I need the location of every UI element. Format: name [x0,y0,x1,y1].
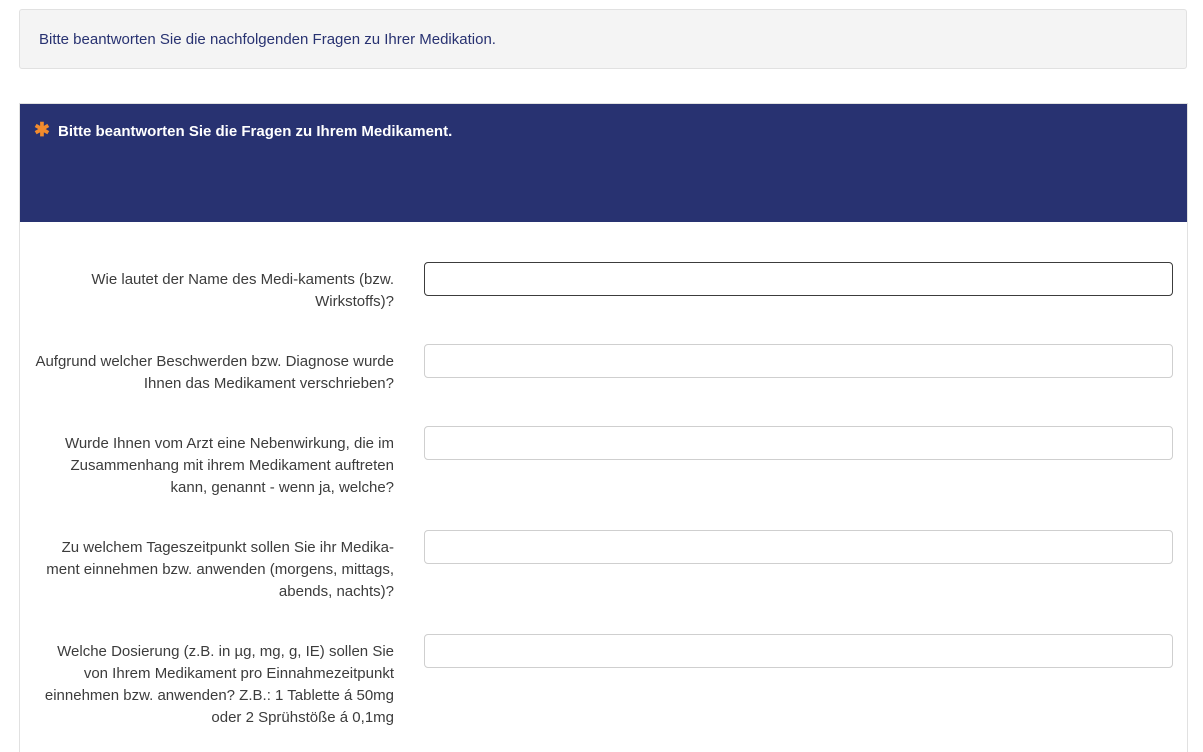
question-group-card [19,103,1188,752]
diagnosis-input[interactable] [424,344,1173,378]
question-label-medication-name: Wie lautet der Name des Medi-kaments (bzw. Wirkstoffs)? [91,271,394,310]
intro-text: Bitte beantworten Sie die nachfolgenden Fragen zu Ihrer Medikation. [39,31,496,48]
question-label-side-effects: Wurde Ihnen vom Arzt eine Nebenwirkung, die im Zusammenhang mit ihrem Medikament auftreten kann, genannt - wenn ja, welche? [64,435,394,496]
intro-box [19,9,1187,69]
question-group-header [20,104,1187,222]
side-effects-input[interactable] [424,426,1173,460]
required-asterisk-icon: ✱ [34,120,50,141]
question-label-diagnosis: Aufgrund welcher Beschwerden bzw. Diagnose wurde Ihnen das Medikament verschrieben? [35,353,394,392]
time-of-day-input[interactable] [424,530,1173,564]
question-label-time-of-day: Zu welchem Tageszeitpunkt sollen Sie ihr Medika-ment einnehmen bzw. anwenden (morgens, mittags, abends, nachts)? [46,539,394,600]
question-group-title: Bitte beantworten Sie die Fragen zu Ihrem Medikament. [58,123,453,140]
dosage-input[interactable] [424,634,1173,668]
question-label-dosage: Welche Dosierung (z.B. in µg, mg, g, IE) sollen Sie von Ihrem Medikament pro Einnahmezeitpunkt einnehmen bzw. anwenden? Z.B.: 1 Tablette á 50mg oder 2 Sprühstöße á 0,1mg [44,643,394,726]
medication-name-input[interactable] [424,262,1173,296]
